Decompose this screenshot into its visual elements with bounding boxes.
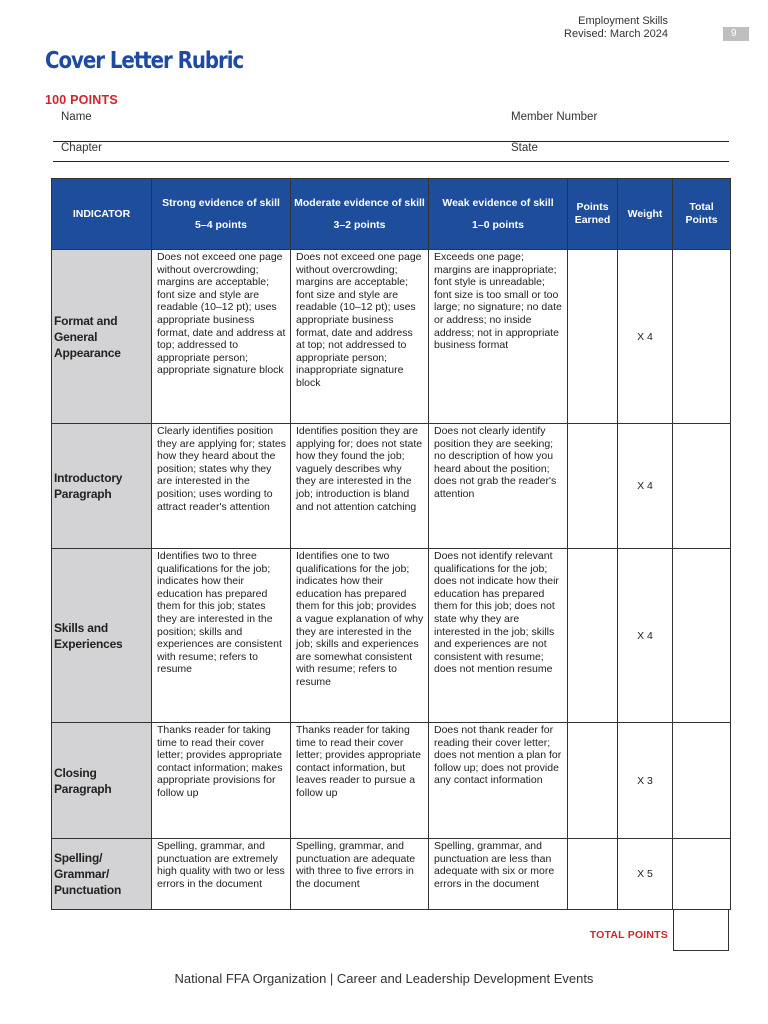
strong-cell: Identifies two to three qualifications for the job; indicates how their education has prepared them for this job; states they are interested in the position; skills and experiences are consistent with resume; refers to resume (152, 549, 291, 723)
strong-cell: Spelling, grammar, and punctuation are extremely high quality with two or less errors in the document (152, 839, 291, 910)
points-earned-cell[interactable] (568, 424, 618, 549)
rubric-header-row (52, 179, 731, 250)
table-row (52, 250, 731, 424)
table-row (52, 424, 731, 549)
weight-header: Weight (618, 179, 673, 250)
name-line (53, 141, 729, 142)
points-earned-header: Points Earned (568, 179, 618, 250)
table-row (52, 839, 731, 910)
indicator-cell: Introductory Paragraph (52, 424, 152, 549)
table-row (52, 723, 731, 839)
weak-header: Weak evidence of skill 1–0 points (429, 179, 568, 250)
weak-points: 1–0 points (472, 218, 524, 231)
state-label: State (511, 142, 538, 154)
table-row (52, 549, 731, 723)
moderate-points: 3–2 points (333, 218, 386, 231)
total-points-box[interactable] (673, 910, 729, 951)
strong-cell: Thanks reader for taking time to read their cover letter; provides appropriate contact information; makes appropriate provisions for follow up (152, 723, 291, 839)
weight-cell: X 4 (618, 549, 673, 723)
points-earned-cell[interactable] (568, 723, 618, 839)
total-points-heading: 100 POINTS (45, 93, 118, 107)
indicator-header: INDICATOR (52, 179, 152, 250)
indicator-cell: Spelling/ Grammar/ Punctuation (52, 839, 152, 910)
moderate-header: Moderate evidence of skill 3–2 points (291, 179, 429, 250)
indicator-cell: Skills and Experiences (52, 549, 152, 723)
weight-cell: X 5 (618, 839, 673, 910)
total-points-label: TOTAL POINTS (589, 929, 668, 941)
points-earned-cell[interactable] (568, 250, 618, 424)
page-number: 9 (723, 27, 749, 41)
document-title: Cover Letter Rubric (45, 48, 244, 74)
total-points-cell[interactable] (673, 723, 731, 839)
revised-date: Revised: March 2024 (564, 28, 668, 40)
name-label: Name (61, 111, 92, 123)
weak-cell: Spelling, grammar, and punctuation are less than adequate with six or more errors in the document (429, 839, 568, 910)
total-points-cell[interactable] (673, 424, 731, 549)
weak-cell: Does not clearly identify position they are seeking; no description of how you heard about the position; does not grab the reader's attention (429, 424, 568, 549)
moderate-cell: Thanks reader for taking time to read their cover letter; provides appropriate contact information, but leaves reader to pursue a follow up (291, 723, 429, 839)
moderate-cell: Identifies position they are applying for; does not state how they found the job; vaguely describes why they are interested in the job; introduction is bland and not attention catching (291, 424, 429, 549)
weak-cell: Does not thank reader for reading their cover letter; does not mention a plan for follow up; does not provide any contact information (429, 723, 568, 839)
moderate-cell: Does not exceed one page without overcrowding; margins are acceptable; font size and style are readable (10–12 pt); uses appropriate business format, date and address at top; not addressed to appropriate person; inappropriate signature block (291, 250, 429, 424)
total-points-cell[interactable] (673, 250, 731, 424)
points-earned-cell[interactable] (568, 549, 618, 723)
indicator-cell: Closing Paragraph (52, 723, 152, 839)
rubric-table (51, 178, 731, 910)
weak-cell: Does not identify relevant qualifications for the job; does not indicate how their education has prepared them for this job; does not state why they are interested in the job; skills and experiences are not consistent with resume; does not mention resume (429, 549, 568, 723)
total-points-cell[interactable] (673, 839, 731, 910)
chapter-label: Chapter (61, 142, 102, 154)
moderate-cell: Identifies one to two qualifications for the job; indicates how their education has prepared them for this job; provides a vague explanation of why they are interested in the job; skills and experiences are somewhat consistent with resume; refers to resume (291, 549, 429, 723)
total-points-cell[interactable] (673, 549, 731, 723)
total-points-header: Total Points (673, 179, 731, 250)
strong-header: Strong evidence of skill 5–4 points (152, 179, 291, 250)
course-name: Employment Skills (578, 15, 668, 27)
points-earned-cell[interactable] (568, 839, 618, 910)
strong-points: 5–4 points (195, 218, 247, 231)
page-header (564, 15, 668, 41)
indicator-cell: Format and General Appearance (52, 250, 152, 424)
chapter-line (53, 161, 729, 162)
strong-cell: Clearly identifies position they are applying for; states how they heard about the position; states why they are interested in the position; uses wording to attract reader's attention (152, 424, 291, 549)
weak-cell: Exceeds one page; margins are inappropriate; font style is unreadable; font size is too small or too large; no signature; no date or address; no inside address; not in appropriate business format (429, 250, 568, 424)
member-number-label: Member Number (511, 111, 598, 123)
moderate-cell: Spelling, grammar, and punctuation are adequate with three to five errors in the document (291, 839, 429, 910)
weight-cell: X 4 (618, 250, 673, 424)
weight-cell: X 3 (618, 723, 673, 839)
weight-cell: X 4 (618, 424, 673, 549)
page-footer: National FFA Organization | Career and Leadership Development Events (174, 971, 594, 986)
strong-cell: Does not exceed one page without overcrowding; margins are acceptable; font size and style are readable (10–12 pt); uses appropriate business format, date and address at top; addressed to appropriate person; appropriate signature block (152, 250, 291, 424)
